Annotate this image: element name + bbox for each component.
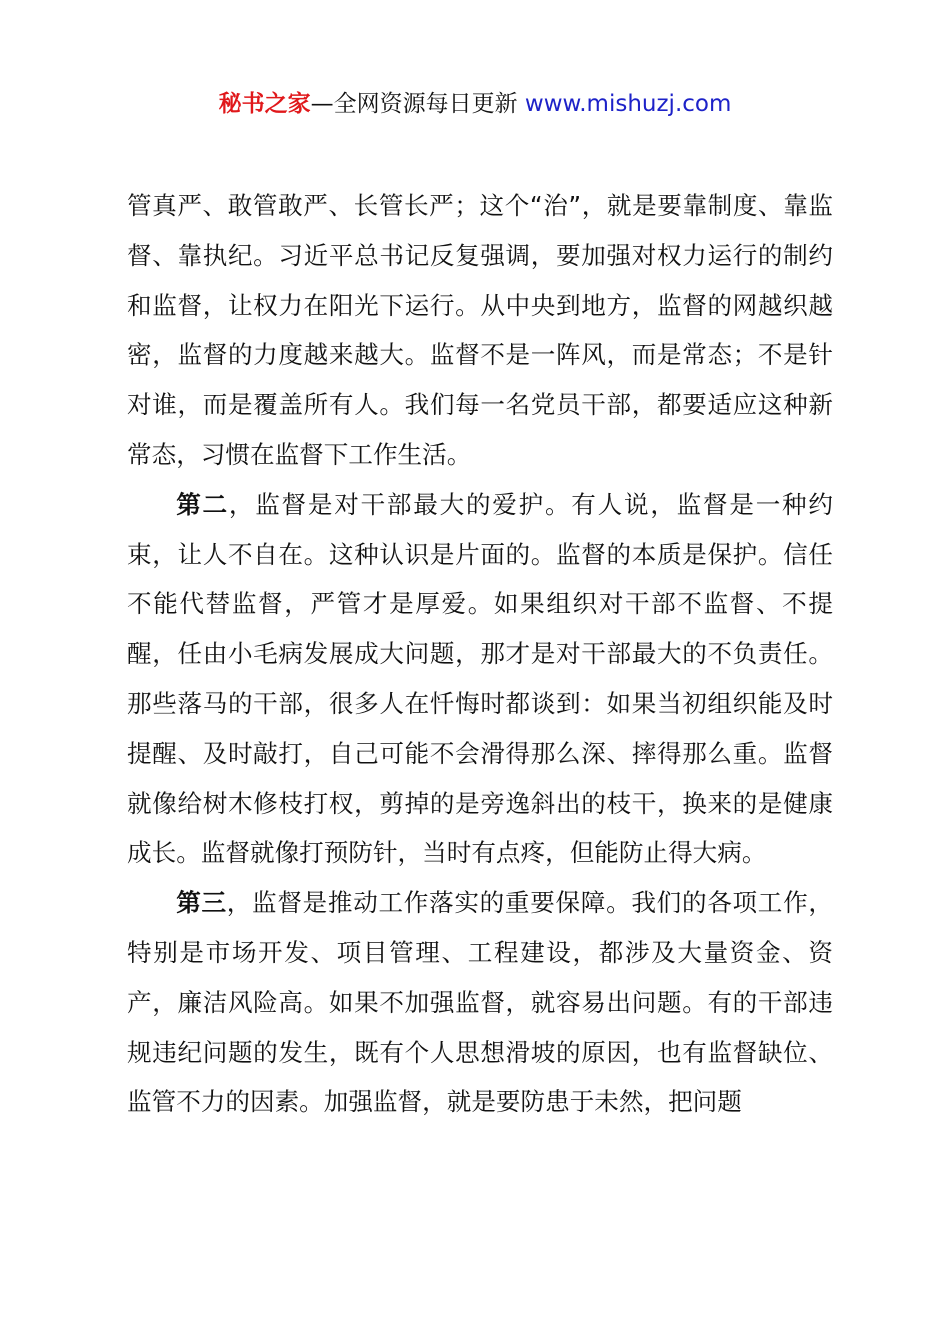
paragraph-continued [127,181,833,480]
header-tagline: —全网资源每日更新 [310,91,525,117]
paragraph-lead: 第二 [176,489,229,519]
paragraph-text: 管真严、敢管敢严、长管长严；这个“治”，就是要靠制度、靠监督、靠执纪。习近平总书记反复强调，要加强对权力运行的制约和监督，让权力在阳光下运行。从中央到地方，监督的网越织越密，监督的力度越来越大。监督不是一阵风，而是常态；不是针对谁，而是覆盖所有人。我们每一名党员干部，都要适应这种新常态，习惯在监督下工作生活。 [127,191,833,469]
document-body [127,181,833,1127]
paragraph-text: ，监督是推动工作落实的重要保障。我们的各项工作，特别是市场开发、项目管理、工程建设，都涉及大量资金、资产，廉洁风险高。如果不加强监督，就容易出问题。有的干部违规违纪问题的发生，既有个人思想滑坡的原因，也有监督缺位、监管不力的因素。加强监督，就是要防患于未然，把问题 [127,888,833,1117]
paragraph-lead: 第三 [176,888,227,918]
brand-name: 秘书之家 [218,91,311,117]
site-url-link[interactable]: www.mishuzj.com [524,91,732,117]
paragraph-second [127,480,833,878]
page-header [0,88,950,120]
paragraph-third [127,878,833,1127]
paragraph-text: ，监督是对干部最大的爱护。有人说，监督是一种约束，让人不自在。这种认识是片面的。监督的本质是保护。信任不能代替监督，严管才是厚爱。如果组织对干部不监督、不提醒，任由小毛病发展成大问题，那才是对干部最大的不负责任。那些落马的干部，很多人在忏悔时都谈到：如果当初组织能及时提醒、及时敲打，自己可能不会滑得那么深、摔得那么重。监督就像给树木修枝打杈，剪掉的是旁逸斜出的枝干，换来的是健康成长。监督就像打预防针，当时有点疼，但能防止得大病。 [127,489,833,868]
